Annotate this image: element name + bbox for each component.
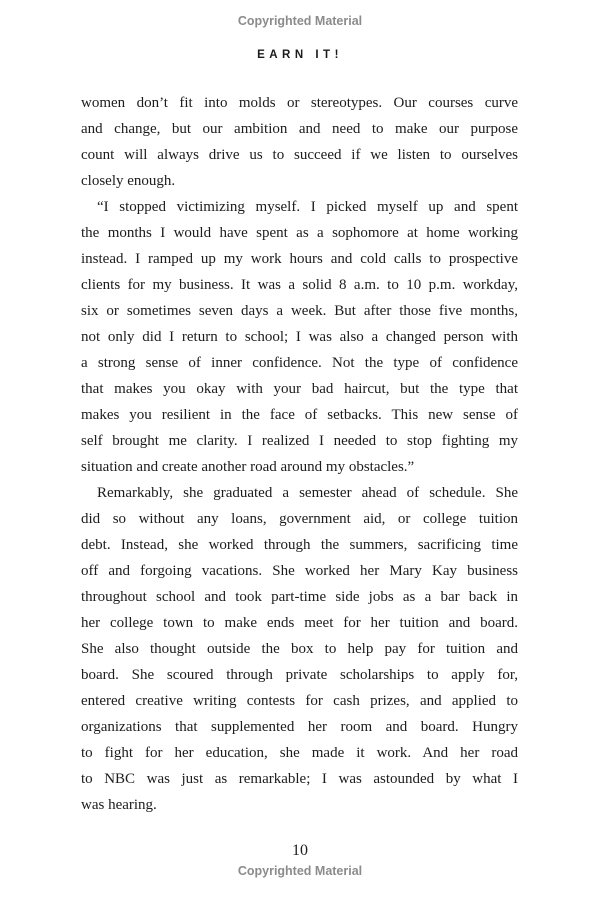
bottom-copyright-notice: Copyrighted Material <box>237 864 363 878</box>
text-line: board. She scoured through private scholarships to apply for, <box>81 667 518 683</box>
text-line: the months I would have spent as a sophomore at home working <box>81 225 518 241</box>
text-line: to fight for her education, she made it work. And her road <box>81 745 518 761</box>
top-copyright-notice: Copyrighted Material <box>237 14 363 28</box>
text-line: situation and create another road around my obstacles.” <box>81 459 415 475</box>
text-line: Remarkably, she graduated a semester ahead of schedule. She <box>97 485 518 501</box>
text-line: count will always drive us to succeed if we listen to ourselves <box>81 147 518 163</box>
paragraph <box>81 90 518 194</box>
text-line: not only did I return to school; I was also a changed person with <box>81 329 518 345</box>
text-line: She also thought outside the box to help pay for tuition and <box>81 641 518 657</box>
text-line: throughout school and took part-time side jobs as a bar back in <box>81 589 518 605</box>
text-line: self brought me clarity. I realized I needed to stop fighting my <box>81 433 518 449</box>
text-line: debt. Instead, she worked through the summers, sacrificing time <box>81 537 518 553</box>
text-line: that makes you okay with your bad haircut, but the type that <box>81 381 518 397</box>
text-block <box>81 90 518 818</box>
text-line: her college town to make ends meet for her tuition and board. <box>81 615 518 631</box>
text-line: women don’t fit into molds or stereotypes. Our courses curve <box>81 95 518 111</box>
text-line: “I stopped victimizing myself. I picked myself up and spent <box>97 199 518 215</box>
text-line: closely enough. <box>81 173 176 189</box>
text-line: entered creative writing contests for cash prizes, and applied to <box>81 693 518 709</box>
text-line: organizations that supplemented her room and board. Hungry <box>81 719 518 735</box>
text-line: did so without any loans, government aid, or college tuition <box>81 511 518 527</box>
running-header-title: EARN IT! <box>257 49 343 61</box>
paragraph <box>81 194 518 480</box>
text-line: clients for my business. It was a solid 8 a.m. to 10 p.m. workday, <box>81 277 518 293</box>
text-line: six or sometimes seven days a week. But after those five months, <box>81 303 518 319</box>
text-line: to NBC was just as remarkable; I was astounded by what I <box>81 771 518 787</box>
page-number: 10 <box>292 842 308 859</box>
text-line: off and forgoing vacations. She worked her Mary Kay business <box>81 563 518 579</box>
text-line: a strong sense of inner confidence. Not the type of confidence <box>81 355 518 371</box>
text-line: was hearing. <box>81 797 157 813</box>
text-line: and change, but our ambition and need to make our purpose <box>81 121 518 137</box>
text-line: makes you resilient in the face of setbacks. This new sense of <box>81 407 518 423</box>
paragraph <box>81 480 518 818</box>
text-line: instead. I ramped up my work hours and cold calls to prospective <box>81 251 518 267</box>
